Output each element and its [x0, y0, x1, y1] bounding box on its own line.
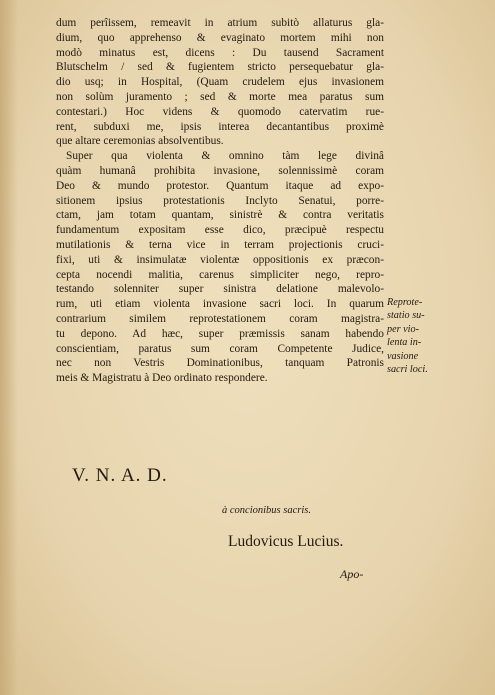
marginal-note-line: per vio- — [387, 323, 419, 335]
text-line: sitionem ipsius protestationis Inclyto Senatui, porre- — [56, 194, 384, 207]
text-line: cepta nocendi malitia, carenus simpliciter nego, repro- — [56, 268, 384, 281]
text-line: rum, uti etiam violenta invasione sacri loci. In quarum — [56, 298, 384, 311]
text-line: Deo & mundo protestor. Quantum itaque ad expo- — [56, 179, 384, 192]
marginal-note-line: vasione — [387, 350, 419, 362]
text-line: fundamentum expositam esse dico, præcipuè respectu — [56, 224, 384, 237]
text-line: dum perîissem, remeavit in atrium subitò allaturus gla- — [56, 17, 384, 29]
marginal-note — [387, 296, 445, 376]
catchword: Apo- — [340, 567, 364, 581]
text-line: nec non Vestris Dominationibus, tanquam Patronis — [56, 357, 384, 370]
text-line: fixi, uti & insimulatæ violentæ oppositionis ex præcon- — [56, 253, 384, 266]
text-line: tu depono. Ad hæc, super præmissis sanam habendo — [56, 327, 384, 340]
text-line: ctam, jam totam quantam, sinistrè & contra veritatis — [56, 209, 384, 222]
text-line: meis & Magistratu à Deo ordinato respondere. — [56, 372, 268, 385]
text-line: Super qua violenta & omnino tàm lege divinâ — [66, 150, 384, 163]
text-line: dium, quo apprehenso & evaginato mortem mihi non — [56, 31, 384, 44]
text-line: mutilationis & terna vice in terram projectionis cruci- — [56, 238, 384, 251]
marginal-note-line: sacri loci. — [387, 364, 428, 376]
text-line: contrarium similem reprotestationem coram magistra- — [56, 312, 384, 325]
signatory-role: à concionibus sacris. — [222, 505, 311, 516]
signatory-name: Ludovicus Lucius. — [228, 533, 344, 550]
marginal-note-line: lenta in- — [387, 337, 422, 349]
marginal-note-line: statio su- — [387, 310, 425, 322]
text-line: testando solenniter super sinistra delatione malevolo- — [56, 283, 384, 296]
text-line: Blutschelm / sed & fugientem stricto persequebatur gla- — [56, 61, 384, 74]
main-text-block — [56, 16, 384, 386]
text-line: contestari.) Hoc videns & quomodo catervatim rue- — [56, 105, 384, 118]
closing-initials: V. N. A. D. — [72, 465, 168, 486]
text-line: modò minatus est, dicens : Du tausend Sacrament — [56, 46, 384, 59]
text-line: dio usq; in Hospital, (Quam crudelem ejus invasionem — [56, 76, 384, 89]
text-line: que altare ceremonias absolventibus. — [56, 135, 224, 148]
marginal-note-line: Reprote- — [387, 297, 423, 308]
text-line: conscientiam, paratus sum coram Competente Judice, — [56, 342, 384, 355]
text-line: non solùm juramento ; sed & morte mea paratus sum — [56, 90, 384, 103]
text-line: rent, subduxi me, ipsis interea decantantibus proximè — [56, 120, 384, 133]
text-line: quàm humanâ prohibita invasione, solennissimè coram — [56, 164, 384, 177]
